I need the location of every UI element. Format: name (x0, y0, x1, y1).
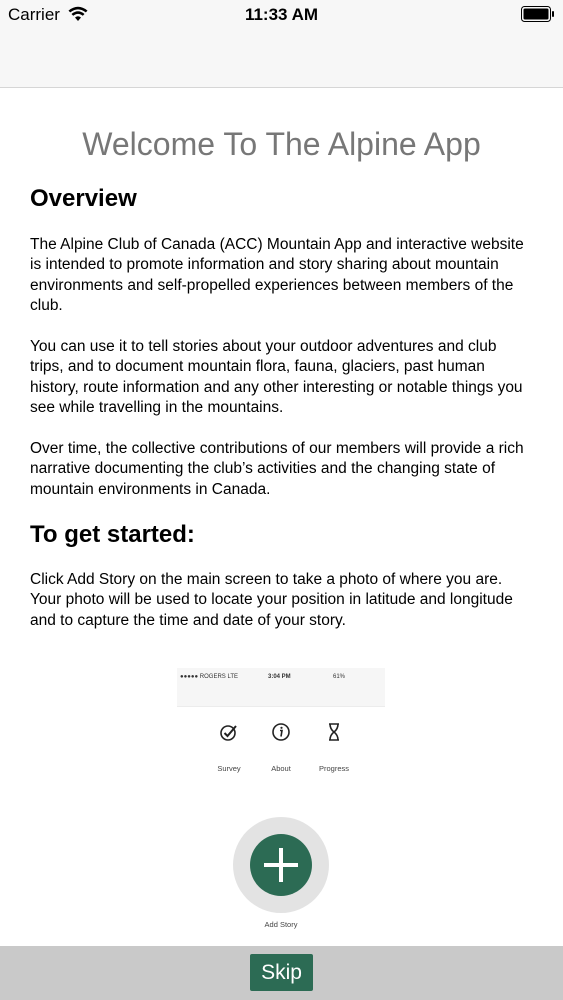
skip-button[interactable]: Skip (250, 954, 313, 991)
get-started-heading: To get started: (30, 521, 195, 548)
overview-paragraph-1: The Alpine Club of Canada (ACC) Mountain App and interactive website is intended to promote information and story sharing about mountain environments and self-propelled experiences between members of the club. (30, 236, 524, 315)
about-label: About (271, 764, 291, 773)
illustration-carrier: ●●●●● ROGERS LTE (180, 674, 239, 680)
survey-label: Survey (217, 764, 241, 773)
status-bar (0, 0, 563, 30)
navigation-bar (0, 30, 563, 88)
overview-heading: Overview (30, 185, 137, 212)
plus-icon (250, 834, 312, 896)
overview-paragraph-3: Over time, the collective contributions of our members will provide a rich narrative documenting the club’s activities and the changing state of mountain environments in Canada. (30, 440, 524, 498)
overview-paragraph-2: You can use it to tell stories about your outdoor adventures and club trips, and to document mountain flora, fauna, glaciers, past human history, route information and any other interesting or notable things you see while travelling in the mountains. (30, 338, 523, 417)
carrier-label: Carrier (8, 5, 60, 24)
info-circle-icon (261, 722, 301, 747)
illustration-battery: 61% (333, 674, 346, 680)
hourglass-icon (314, 722, 354, 747)
battery-icon (521, 6, 555, 27)
page-title: Welcome To The Alpine App (82, 126, 481, 162)
clock: 11:33 AM (244, 5, 319, 24)
add-story-label: Add Story (264, 920, 298, 929)
check-circle-icon (209, 722, 249, 747)
progress-label: Progress (318, 764, 349, 773)
illustration-status-bar (177, 668, 385, 707)
add-story-illustration (250, 834, 312, 896)
illustration-time: 3:04 PM (268, 674, 291, 680)
get-started-paragraph: Click Add Story on the main screen to take a photo of where you are. Your photo will be used to locate your position in latitude and longitude and to capture the time and date of your story. (30, 571, 513, 629)
